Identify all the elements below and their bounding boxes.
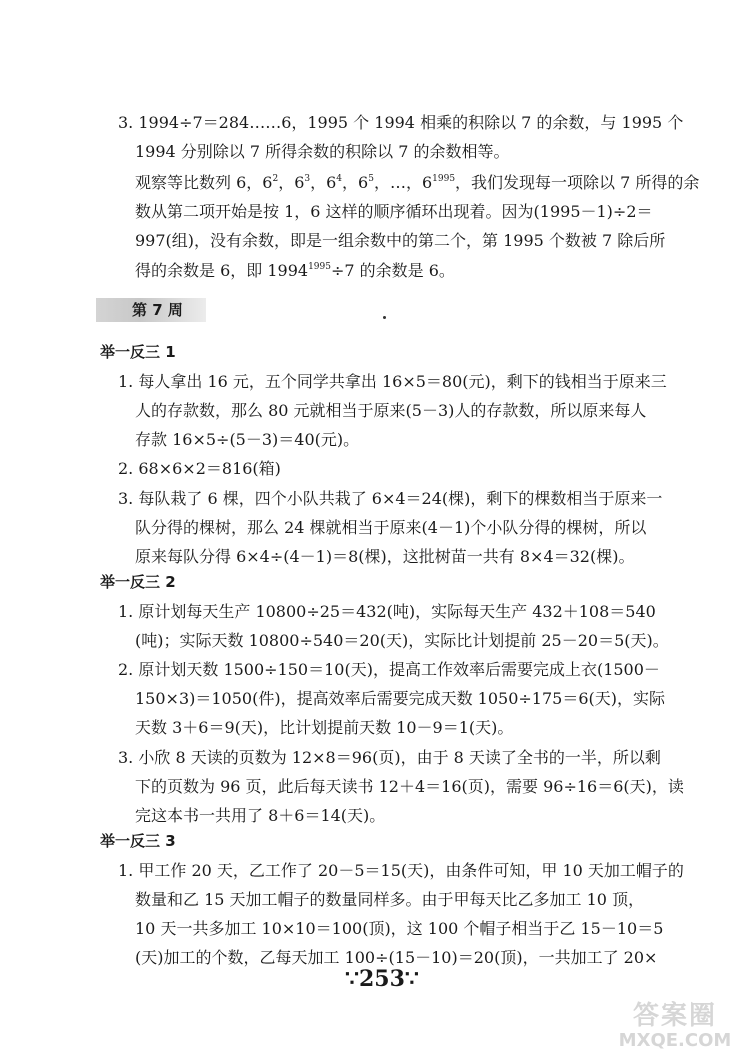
s1-item-1-line-1: 1. 每人拿出 16 元，五个同学共拿出 16×5＝80(元)，剩下的钱相当于原来三 <box>118 372 667 391</box>
section-title-1: 举一反三 1 <box>100 343 176 361</box>
section-title-2: 举一反三 2 <box>100 573 176 591</box>
s3-item-1-line-3: 10 天一共多加工 10×10＝100(顶)，这 100 个帽子相当于乙 15－10＝5 <box>135 919 664 938</box>
answer-3-line-4: 数从第二项开始是按 1，6 这样的顺序循环出现着。因为(1995－1)÷2＝ <box>135 202 653 221</box>
watermark-bottom-text: MXQE.COM <box>618 1030 732 1051</box>
s1-item-2-line-1: 2. 68×6×2＝816(箱) <box>118 459 281 478</box>
answer-3-line-3: 观察等比数列 6，$6^2$，$6^3$，$6^4$，$6^5$，…，$6^{1995}$，我们发现每一项除以 7 所得的余 <box>135 173 700 192</box>
answer-3-line-1: 3. 1994÷7＝284……6，1995 个 1994 相乘的积除以 7 的余数，与 1995 个 <box>118 113 684 132</box>
s1-item-1-line-3: 存款 16×5÷(5－3)＝40(元)。 <box>135 430 360 449</box>
section-title-3: 举一反三 3 <box>100 832 176 850</box>
watermark-top-text: 答案圈 <box>632 1001 717 1031</box>
page-number: ∵253∵ <box>345 966 419 992</box>
site-watermark <box>610 1002 740 1054</box>
s2-item-1-line-2: (吨)；实际天数 10800÷540＝20(天)，实际比计划提前 25－20＝5(天)。 <box>135 631 669 650</box>
answer-3-line-2: 1994 分别除以 7 所得余数的积除以 7 的余数相等。 <box>135 142 510 161</box>
answer-3-line-6: 得的余数是 6，即 $1994^{1995}\div 7$ 的余数是 6。 <box>135 261 455 280</box>
week-heading: 第 7 周 <box>132 301 183 319</box>
s3-item-1-line-4: (天)加工的个数，乙每天加工 100÷(15－10)＝20(顶)，一共加工了 20× <box>135 948 658 967</box>
s2-item-2-line-3: 天数 3＋6＝9(天)，比计划提前天数 10－9＝1(天)。 <box>135 718 514 737</box>
s2-item-2-line-1: 2. 原计划天数 1500÷150＝10(天)，提高工作效率后需要完成上衣(1500－ <box>118 660 660 679</box>
s1-item-1-line-2: 人的存款数，那么 80 元就相当于原来(5－3)人的存款数，所以原来每人 <box>135 401 647 420</box>
s2-item-3-line-2: 下的页数为 96 页，此后每天读书 12＋4＝16(页)，需要 96÷16＝6(天)，读 <box>135 777 684 796</box>
s2-item-2-line-2: 150×3)＝1050(件)，提高效率后需要完成天数 1050÷175＝6(天)，实际 <box>135 689 665 708</box>
s2-item-3-line-3: 完这本书一共用了 8＋6＝14(天)。 <box>135 806 386 825</box>
stray-dot <box>383 316 386 319</box>
s1-item-3-line-3: 原来每队分得 6×4÷(4－1)＝8(棵)，这批树苗一共有 8×4＝32(棵)。 <box>135 547 635 566</box>
s3-item-1-line-2: 数量和乙 15 天加工帽子的数量同样多。由于甲每天比乙多加工 10 顶， <box>135 890 645 909</box>
s2-item-1-line-1: 1. 原计划每天生产 10800÷25＝432(吨)，实际每天生产 432＋108＝540 <box>118 602 656 621</box>
answer-3-line-5: 997(组)，没有余数，即是一组余数中的第二个，第 1995 个数被 7 除后所 <box>135 231 666 250</box>
s3-item-1-line-1: 1. 甲工作 20 天，乙工作了 20－5＝15(天)，由条件可知，甲 10 天加工帽子的 <box>118 861 684 880</box>
s2-item-3-line-1: 3. 小欣 8 天读的页数为 12×8＝96(页)，由于 8 天读了全书的一半，所以剩 <box>118 748 661 767</box>
s1-item-3-line-1: 3. 每队栽了 6 棵，四个小队共栽了 6×4＝24(棵)，剩下的棵数相当于原来一 <box>118 489 663 508</box>
s1-item-3-line-2: 队分得的棵树，那么 24 棵就相当于原来(4－1)个小队分得的棵树，所以 <box>135 518 647 537</box>
